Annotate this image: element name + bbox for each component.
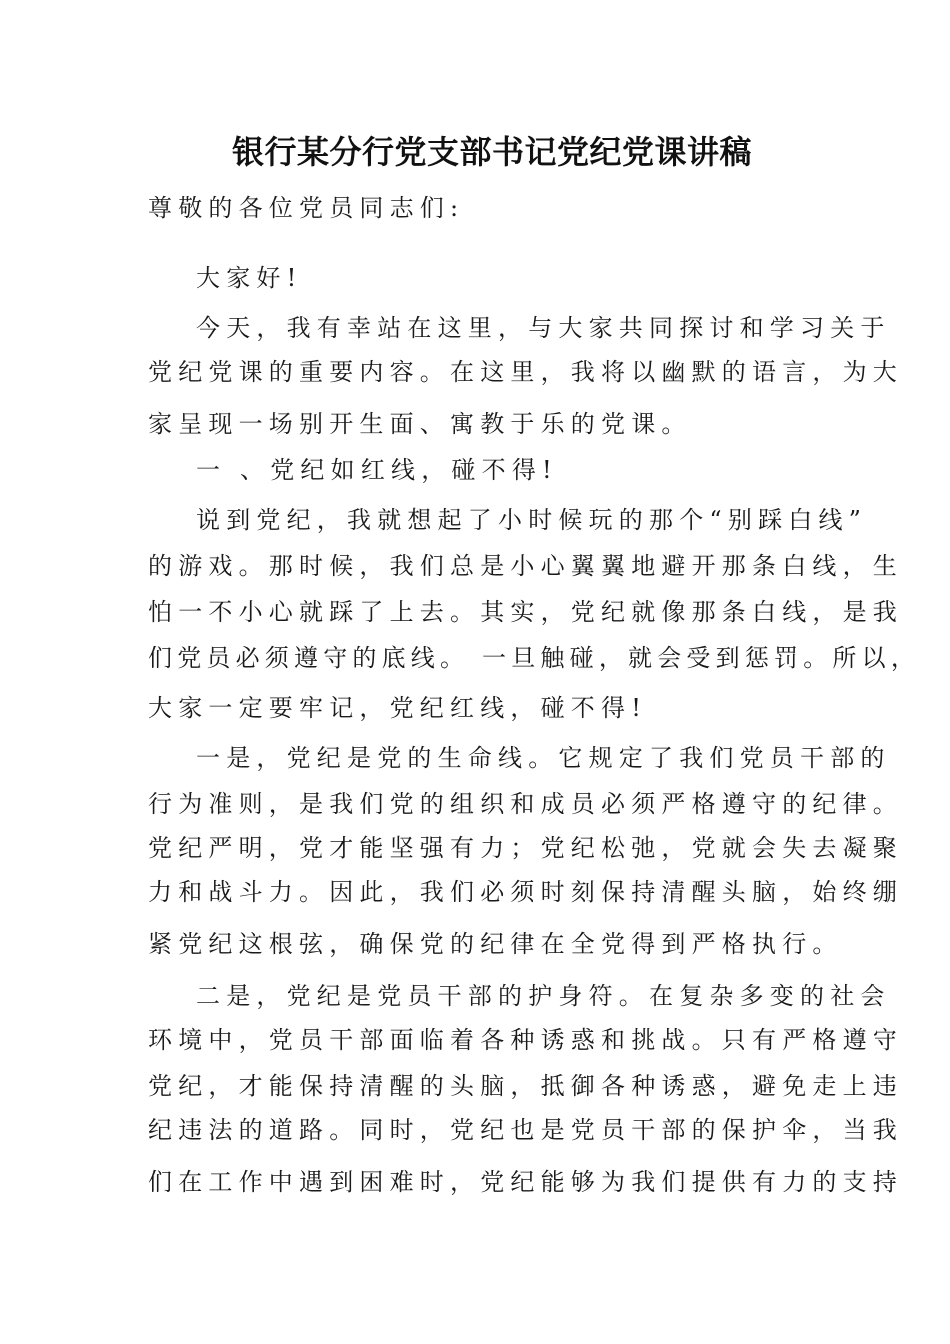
body-line: 今天，我有幸站在这里，与大家共同探讨和学习关于 bbox=[196, 314, 891, 342]
document-title: 银行某分行党支部书记党纪党课讲稿 bbox=[232, 133, 753, 171]
body-line: 力和战斗力。因此，我们必须时刻保持清醒头脑，始终绷 bbox=[148, 878, 903, 906]
greeting: 大家好! bbox=[196, 264, 303, 292]
body-line: 大家一定要牢记，党纪红线，碰不得! bbox=[148, 694, 648, 722]
body-line: 纪违法的道路。同时，党纪也是党员干部的保护伞，当我 bbox=[148, 1116, 903, 1144]
body-line: 二是，党纪是党员干部的护身符。在复杂多变的社会 bbox=[196, 982, 891, 1010]
body-line: 们在工作中遇到困难时，党纪能够为我们提供有力的支持 bbox=[148, 1168, 903, 1196]
body-line: 一是，党纪是党的生命线。它规定了我们党员干部的 bbox=[196, 744, 891, 772]
body-line: 家呈现一场别开生面、寓教于乐的党课。 bbox=[148, 410, 692, 438]
body-line: 怕一不小心就踩了上去。其实，党纪就像那条白线，是我 bbox=[148, 598, 903, 626]
body-line: 环境中，党员干部面临着各种诱惑和挑战。只有严格遵守 bbox=[148, 1026, 903, 1054]
section-heading: 一 、党纪如红线，碰不得! bbox=[196, 456, 558, 484]
body-line: 的游戏。那时候，我们总是小心翼翼地避开那条白线，生 bbox=[148, 552, 903, 580]
body-line: 说到党纪，我就想起了小时候玩的那个“别踩白线” bbox=[196, 506, 868, 534]
body-line: 行为准则，是我们党的组织和成员必须严格遵守的纪律。 bbox=[148, 790, 903, 818]
salutation: 尊敬的各位党员同志们: bbox=[148, 194, 465, 222]
body-line: 党纪严明，党才能坚强有力；党纪松弛，党就会失去凝聚 bbox=[148, 834, 903, 862]
body-line: 们党员必须遵守的底线。 一旦触碰，就会受到惩罚。所以， bbox=[148, 644, 921, 672]
body-line: 紧党纪这根弦，确保党的纪律在全党得到严格执行。 bbox=[148, 930, 843, 958]
body-line: 党纪党课的重要内容。在这里，我将以幽默的语言，为大 bbox=[148, 358, 903, 386]
body-line: 党纪，才能保持清醒的头脑，抵御各种诱惑，避免走上违 bbox=[148, 1072, 903, 1100]
